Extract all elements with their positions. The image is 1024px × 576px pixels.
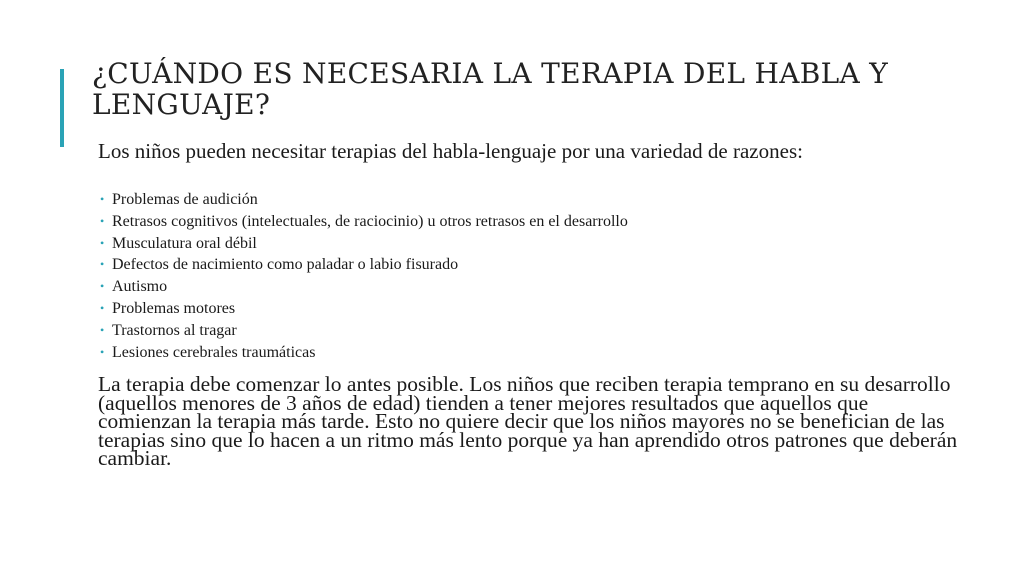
list-item-text: Retrasos cognitivos (intelectuales, de raciocinio) u otros retrasos en el desarrollo xyxy=(112,212,628,230)
list-item xyxy=(100,211,920,233)
bullet-icon: • xyxy=(100,192,105,206)
bullet-icon: • xyxy=(100,344,105,359)
list-item xyxy=(100,320,920,342)
list-item-text: Defectos de nacimiento como paladar o labio fisurado xyxy=(112,256,459,274)
list-item xyxy=(100,254,920,276)
list-item-text: Problemas motores xyxy=(112,299,236,317)
title-accent-bar xyxy=(60,69,64,147)
bullet-icon: • xyxy=(100,279,105,294)
bullet-icon: • xyxy=(100,257,105,272)
list-item xyxy=(100,233,920,255)
list-item-text: Trastornos al tragar xyxy=(112,321,237,339)
slide-title: ¿CUÁNDO ES NECESARIA LA TERAPIA DEL HABLA Y LENGUAJE? xyxy=(92,57,889,121)
bullet-icon: • xyxy=(100,300,105,315)
list-item xyxy=(100,298,920,320)
bullet-icon: • xyxy=(100,213,105,228)
list-item xyxy=(100,342,920,364)
list-item xyxy=(100,276,920,298)
list-item xyxy=(100,189,920,211)
body-paragraph: La terapia debe comenzar lo antes posible. Los niños que reciben terapia temprano en su desarrollo (aquellos menores de 3 años de edad) tienden a tener mejores resultados que aquellos que comienzan la terapia más tarde. Esto no quiere decir que los niños mayores no se benefician de las terapias sino que lo hacen a un ritmo más lento porque ya han aprendido otros patrones que deberán cambiar. xyxy=(98,372,958,471)
list-item-text: Musculatura oral débil xyxy=(112,234,257,252)
list-item-text: Autismo xyxy=(112,278,168,296)
intro-text: Los niños pueden necesitar terapias del habla-lenguaje por una variedad de razones: xyxy=(98,139,803,163)
list-item-text: Lesiones cerebrales traumáticas xyxy=(112,343,316,361)
list-item-text: Problemas de audición xyxy=(112,191,258,208)
bullet-icon: • xyxy=(100,235,105,250)
bullet-icon: • xyxy=(100,322,105,337)
reasons-list xyxy=(100,189,920,363)
